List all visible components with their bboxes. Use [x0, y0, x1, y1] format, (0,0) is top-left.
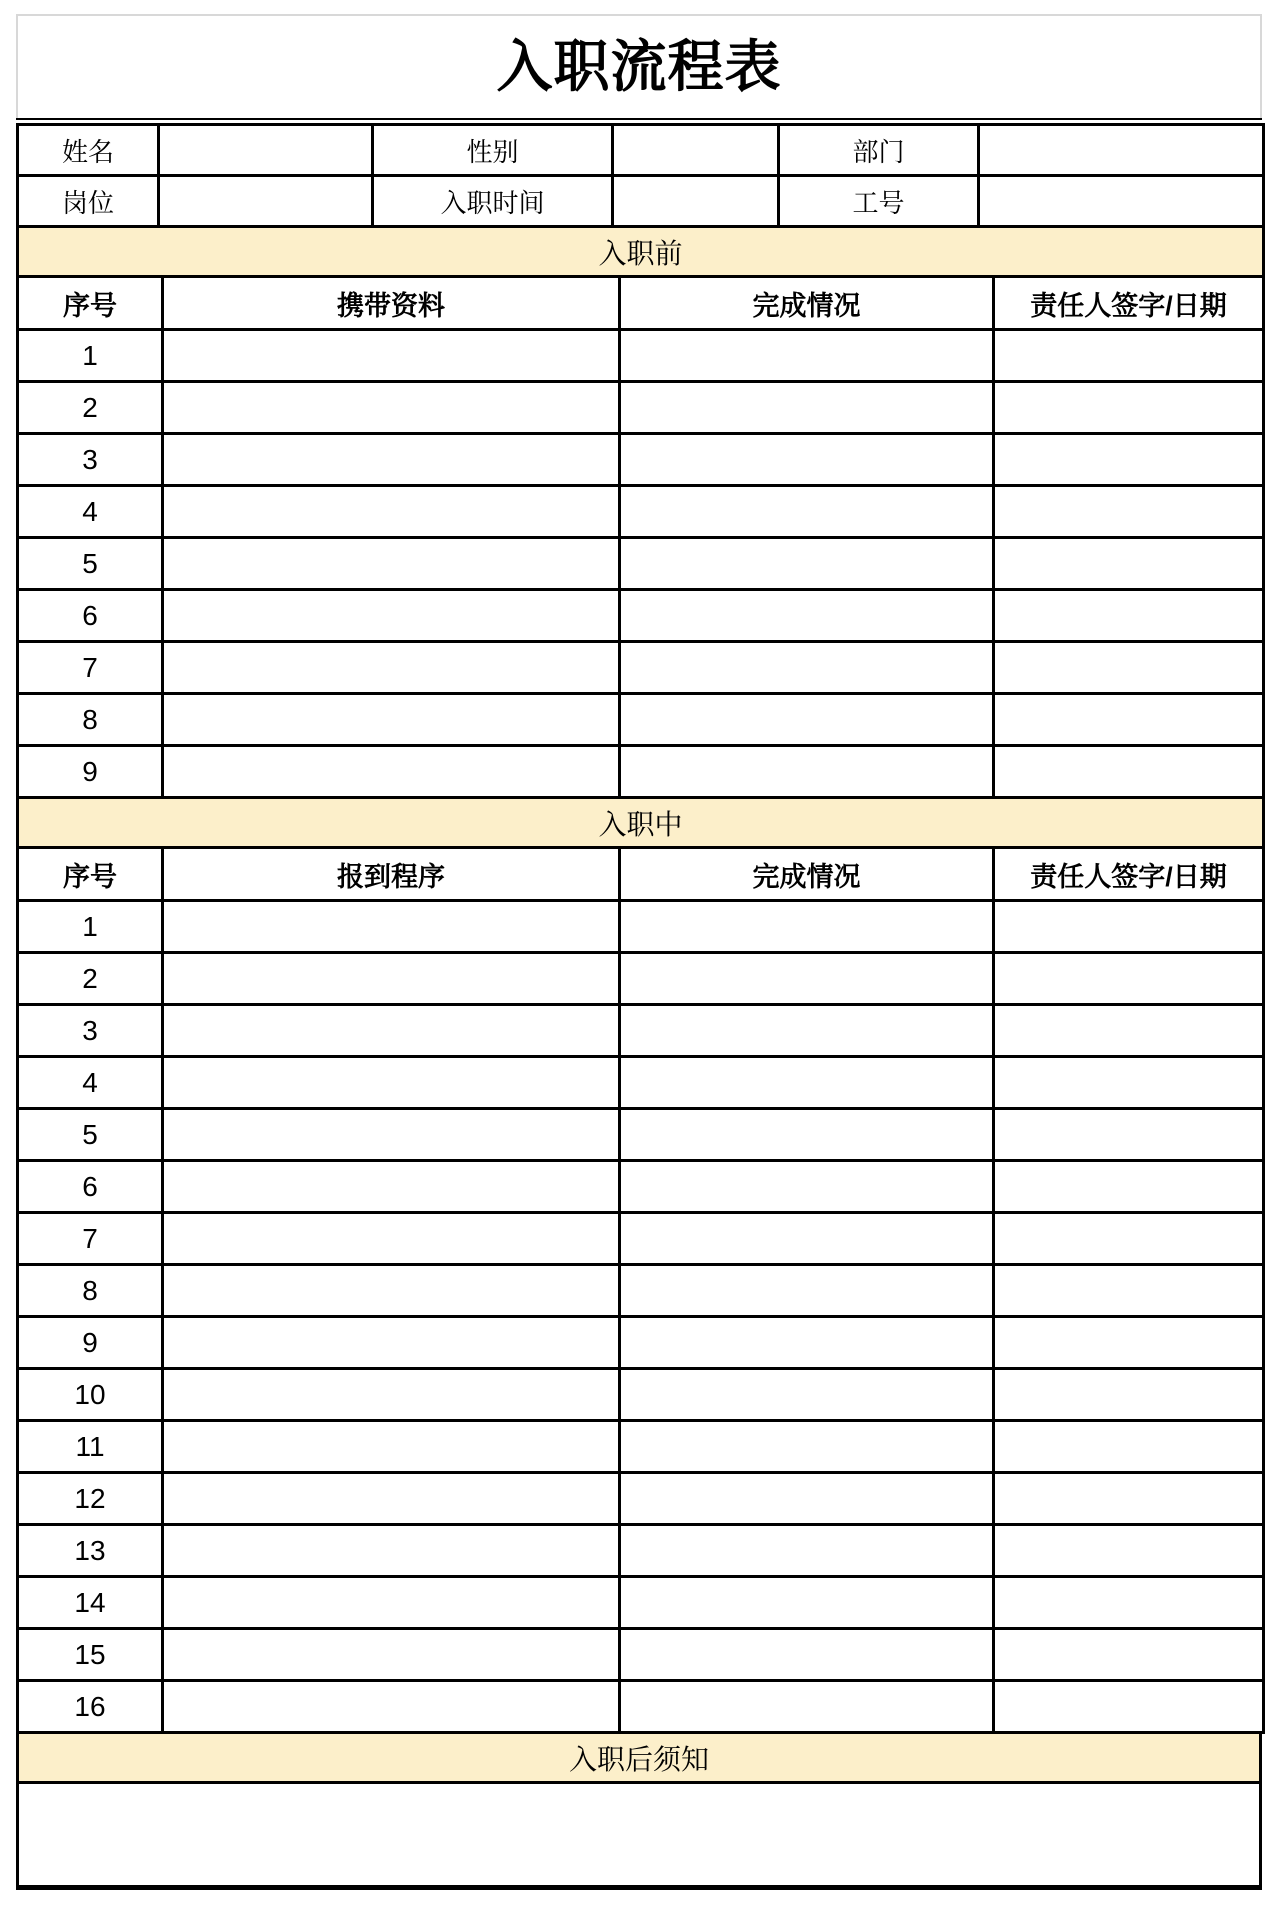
table-row	[18, 1577, 1264, 1629]
table-row	[18, 382, 1264, 434]
table-row	[18, 486, 1264, 538]
row-number-cell: 12	[18, 1473, 163, 1525]
signature-cell[interactable]	[994, 1473, 1264, 1525]
signature-cell[interactable]	[994, 1369, 1264, 1421]
material-cell[interactable]	[163, 434, 620, 486]
row-number-cell: 2	[18, 953, 163, 1005]
row-number-cell: 5	[18, 1109, 163, 1161]
signature-cell[interactable]	[994, 694, 1264, 746]
material-cell[interactable]	[163, 642, 620, 694]
signature-cell[interactable]	[994, 1005, 1264, 1057]
col-header-no: 序号	[18, 848, 163, 901]
status-cell[interactable]	[620, 1161, 994, 1213]
row-number-cell: 7	[18, 1213, 163, 1265]
signature-cell[interactable]	[994, 642, 1264, 694]
signature-cell[interactable]	[994, 1109, 1264, 1161]
material-cell[interactable]	[163, 746, 620, 798]
row-number-cell: 1	[18, 901, 163, 953]
row-number-cell: 2	[18, 382, 163, 434]
procedure-cell[interactable]	[163, 953, 620, 1005]
post-onboarding-notes-row	[18, 1783, 1261, 1888]
table-row	[18, 1265, 1264, 1317]
signature-cell[interactable]	[994, 1629, 1264, 1681]
row-number-cell: 5	[18, 538, 163, 590]
table-row	[18, 1629, 1264, 1681]
status-cell[interactable]	[620, 1057, 994, 1109]
procedure-cell[interactable]	[163, 1421, 620, 1473]
status-cell[interactable]	[620, 1005, 994, 1057]
table-row	[18, 694, 1264, 746]
department-value-cell[interactable]	[979, 125, 1264, 176]
signature-cell[interactable]	[994, 1057, 1264, 1109]
info-row-2	[18, 176, 1264, 227]
status-cell[interactable]	[620, 330, 994, 382]
status-cell[interactable]	[620, 1681, 994, 1733]
employee-id-value-cell[interactable]	[979, 176, 1264, 227]
table-row	[18, 1161, 1264, 1213]
row-number-cell: 13	[18, 1525, 163, 1577]
procedure-cell[interactable]	[163, 1629, 620, 1681]
col-header-materials: 携带资料	[163, 277, 620, 330]
status-cell[interactable]	[620, 1525, 994, 1577]
table-row	[18, 1421, 1264, 1473]
procedure-cell[interactable]	[163, 1057, 620, 1109]
name-label: 姓名	[18, 125, 159, 176]
procedure-cell[interactable]	[163, 1109, 620, 1161]
material-cell[interactable]	[163, 694, 620, 746]
name-value-cell[interactable]	[159, 125, 373, 176]
status-cell[interactable]	[620, 901, 994, 953]
table-row	[18, 953, 1264, 1005]
row-number-cell: 10	[18, 1369, 163, 1421]
section-band-before	[18, 227, 1264, 277]
table-row	[18, 1213, 1264, 1265]
status-cell[interactable]	[620, 590, 994, 642]
procedure-cell[interactable]	[163, 1681, 620, 1733]
col-header-signature: 责任人签字/日期	[994, 277, 1264, 330]
table-row	[18, 642, 1264, 694]
row-number-cell: 3	[18, 1005, 163, 1057]
section-before-onboarding-table	[16, 225, 1265, 799]
status-cell[interactable]	[620, 642, 994, 694]
row-number-cell: 16	[18, 1681, 163, 1733]
department-label: 部门	[779, 125, 979, 176]
procedure-cell[interactable]	[163, 1161, 620, 1213]
table-row	[18, 330, 1264, 382]
row-number-cell: 3	[18, 434, 163, 486]
entry-date-label: 入职时间	[373, 176, 613, 227]
procedure-cell[interactable]	[163, 1473, 620, 1525]
post-onboarding-notes-area[interactable]	[18, 1783, 1261, 1888]
row-number-cell: 4	[18, 486, 163, 538]
section-band-label: 入职前	[18, 227, 1264, 277]
signature-cell[interactable]	[994, 382, 1264, 434]
signature-cell[interactable]	[994, 1681, 1264, 1733]
procedure-cell[interactable]	[163, 901, 620, 953]
info-row-1	[18, 125, 1264, 176]
col-header-signature: 责任人签字/日期	[994, 848, 1264, 901]
procedure-cell[interactable]	[163, 1577, 620, 1629]
signature-cell[interactable]	[994, 486, 1264, 538]
form-content	[16, 14, 1262, 1890]
row-number-cell: 14	[18, 1577, 163, 1629]
row-number-cell: 9	[18, 1317, 163, 1369]
entry-date-value-cell[interactable]	[613, 176, 779, 227]
signature-cell[interactable]	[994, 1161, 1264, 1213]
section-before-header-row	[18, 277, 1264, 330]
procedure-cell[interactable]	[163, 1525, 620, 1577]
table-row	[18, 1369, 1264, 1421]
table-row	[18, 1473, 1264, 1525]
section-band-label: 入职后须知	[18, 1733, 1261, 1783]
signature-cell[interactable]	[994, 1213, 1264, 1265]
material-cell[interactable]	[163, 382, 620, 434]
procedure-cell[interactable]	[163, 1317, 620, 1369]
table-row	[18, 901, 1264, 953]
signature-cell[interactable]	[994, 1525, 1264, 1577]
status-cell[interactable]	[620, 382, 994, 434]
title-divider	[16, 118, 1262, 120]
procedure-cell[interactable]	[163, 1005, 620, 1057]
status-cell[interactable]	[620, 486, 994, 538]
col-header-procedure: 报到程序	[163, 848, 620, 901]
section-during-onboarding-table	[16, 796, 1265, 1734]
status-cell[interactable]	[620, 1369, 994, 1421]
status-cell[interactable]	[620, 1109, 994, 1161]
material-cell[interactable]	[163, 330, 620, 382]
procedure-cell[interactable]	[163, 1369, 620, 1421]
signature-cell[interactable]	[994, 746, 1264, 798]
status-cell[interactable]	[620, 1473, 994, 1525]
signature-cell[interactable]	[994, 434, 1264, 486]
row-number-cell: 8	[18, 1265, 163, 1317]
page-title: 入职流程表	[496, 35, 782, 98]
position-value-cell[interactable]	[159, 176, 373, 227]
employee-id-label: 工号	[779, 176, 979, 227]
row-number-cell: 15	[18, 1629, 163, 1681]
row-number-cell: 4	[18, 1057, 163, 1109]
col-header-status: 完成情况	[620, 277, 994, 330]
table-row	[18, 746, 1264, 798]
section-band-label: 入职中	[18, 798, 1264, 848]
table-row	[18, 434, 1264, 486]
row-number-cell: 11	[18, 1421, 163, 1473]
signature-cell[interactable]	[994, 1265, 1264, 1317]
status-cell[interactable]	[620, 953, 994, 1005]
post-onboarding-table	[16, 1731, 1262, 1890]
col-header-no: 序号	[18, 277, 163, 330]
table-row	[18, 1317, 1264, 1369]
row-number-cell: 1	[18, 330, 163, 382]
signature-cell[interactable]	[994, 953, 1264, 1005]
table-row	[18, 1525, 1264, 1577]
signature-cell[interactable]	[994, 590, 1264, 642]
status-cell[interactable]	[620, 538, 994, 590]
status-cell[interactable]	[620, 1577, 994, 1629]
status-cell[interactable]	[620, 1421, 994, 1473]
status-cell[interactable]	[620, 1317, 994, 1369]
status-cell[interactable]	[620, 1213, 994, 1265]
status-cell[interactable]	[620, 694, 994, 746]
col-header-status: 完成情况	[620, 848, 994, 901]
signature-cell[interactable]	[994, 901, 1264, 953]
material-cell[interactable]	[163, 590, 620, 642]
row-number-cell: 9	[18, 746, 163, 798]
section-band-after	[18, 1733, 1261, 1783]
status-cell[interactable]	[620, 746, 994, 798]
material-cell[interactable]	[163, 538, 620, 590]
status-cell[interactable]	[620, 434, 994, 486]
row-number-cell: 6	[18, 1161, 163, 1213]
status-cell[interactable]	[620, 1629, 994, 1681]
table-row	[18, 590, 1264, 642]
procedure-cell[interactable]	[163, 1265, 620, 1317]
gender-value-cell[interactable]	[613, 125, 779, 176]
table-row	[18, 1109, 1264, 1161]
position-label: 岗位	[18, 176, 159, 227]
section-band-during	[18, 798, 1264, 848]
row-number-cell: 7	[18, 642, 163, 694]
row-number-cell: 8	[18, 694, 163, 746]
table-row	[18, 538, 1264, 590]
procedure-cell[interactable]	[163, 1213, 620, 1265]
status-cell[interactable]	[620, 1265, 994, 1317]
table-row	[18, 1057, 1264, 1109]
table-row	[18, 1681, 1264, 1733]
signature-cell[interactable]	[994, 538, 1264, 590]
signature-cell[interactable]	[994, 330, 1264, 382]
signature-cell[interactable]	[994, 1577, 1264, 1629]
signature-cell[interactable]	[994, 1421, 1264, 1473]
table-row	[18, 1005, 1264, 1057]
material-cell[interactable]	[163, 486, 620, 538]
signature-cell[interactable]	[994, 1317, 1264, 1369]
section-during-header-row	[18, 848, 1264, 901]
form-title-box	[16, 14, 1262, 118]
employee-info-table	[16, 123, 1265, 228]
row-number-cell: 6	[18, 590, 163, 642]
gender-label: 性别	[373, 125, 613, 176]
